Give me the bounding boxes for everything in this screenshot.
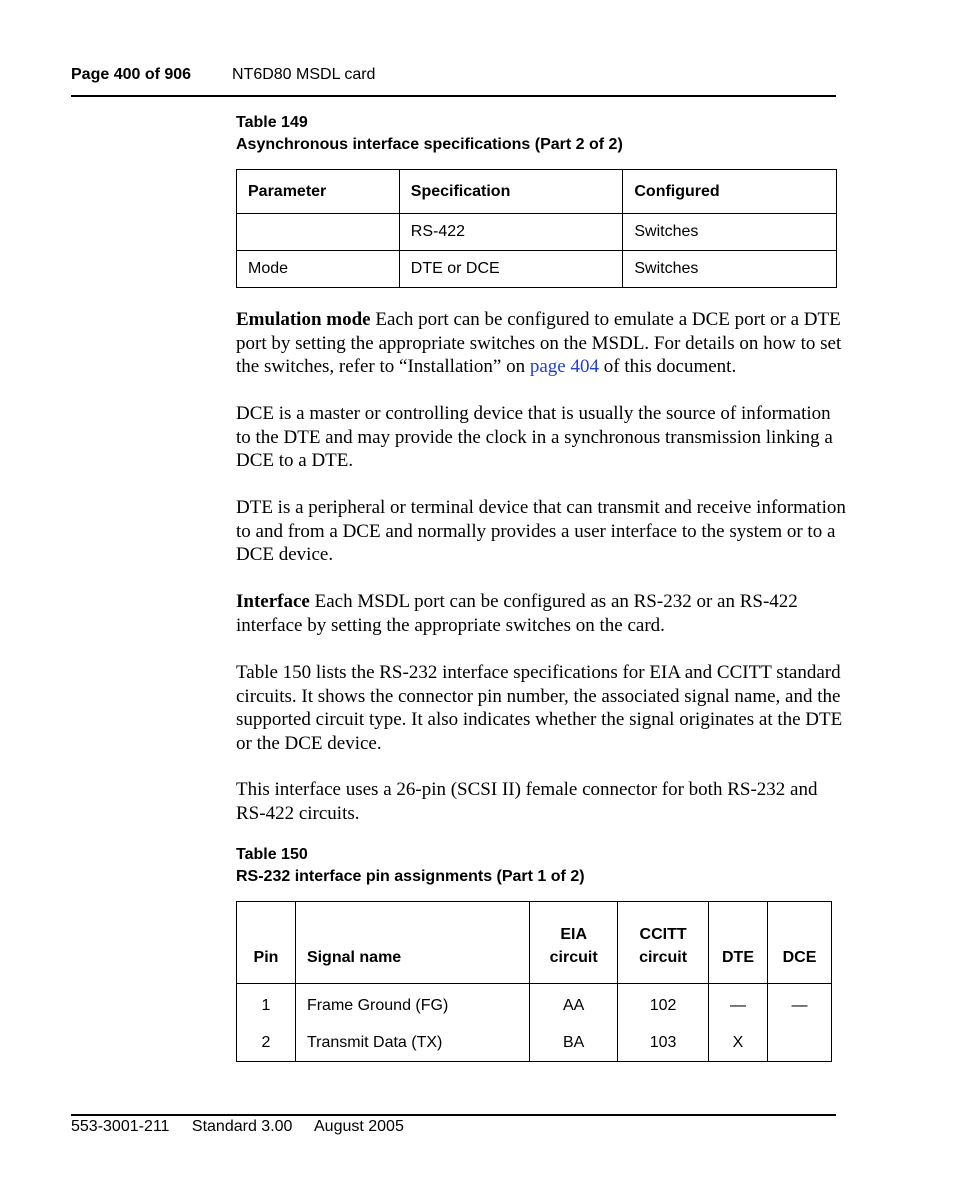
header-line: CCITT xyxy=(639,926,687,943)
connector-paragraph: This interface uses a 26-pin (SCSI II) female connector for both RS-232 and RS-422 circuits. xyxy=(236,779,818,824)
document-standard: Standard 3.00 xyxy=(191,1118,293,1135)
table-cell: DTE or DCE xyxy=(399,251,623,288)
table-150-caption xyxy=(236,844,585,888)
emulation-mode-lead: Emulation mode xyxy=(236,309,371,330)
table-cell xyxy=(237,214,400,251)
table-cell: X xyxy=(709,1024,768,1062)
column-header-ccitt-circuit xyxy=(618,902,709,984)
emulation-mode-text-end: of this document. xyxy=(599,356,737,377)
interface-paragraph xyxy=(236,590,846,637)
table-150-intro-paragraph: Table 150 lists the RS-232 interface specifications for EIA and CCITT standard circuits. It shows the connector pin number, the associated signal name, and the supported circuit type. It also indicates whether the signal originates at the DTE or the DCE device. xyxy=(236,662,843,754)
column-header-parameter: Parameter xyxy=(237,170,400,214)
table-150-number: Table 150 xyxy=(236,846,308,863)
table-cell: Switches xyxy=(623,214,837,251)
column-header-dce: DCE xyxy=(767,902,831,984)
column-header-pin: Pin xyxy=(237,902,296,984)
table-cell: — xyxy=(709,984,768,1025)
column-header-specification: Specification xyxy=(399,170,623,214)
page-404-link[interactable]: page 404 xyxy=(529,356,599,377)
table-cell: — xyxy=(767,984,831,1025)
table-cell: 1 xyxy=(237,984,296,1025)
table-header-row xyxy=(237,902,832,984)
column-header-configured: Configured xyxy=(623,170,837,214)
column-header-dte: DTE xyxy=(709,902,768,984)
footer-rule xyxy=(71,1114,836,1116)
emulation-mode-text: Each port can be configured to emulate a DCE port or a DTE port by setting the appropriate switches on the MSDL. For details on how to set the switches, refer to “Installation” on xyxy=(236,309,842,377)
table-cell: 103 xyxy=(618,1024,709,1062)
table-row xyxy=(237,214,837,251)
table-cell: Mode xyxy=(237,251,400,288)
document-date: August 2005 xyxy=(314,1118,404,1135)
header-line: circuit xyxy=(639,949,688,966)
page-number: Page 400 of 906 xyxy=(71,66,192,83)
table-150 xyxy=(236,901,832,1062)
table-header-row xyxy=(237,170,837,214)
table-149-caption xyxy=(236,112,623,156)
header-line: circuit xyxy=(549,949,598,966)
header-line: EIA xyxy=(560,926,587,943)
table-row xyxy=(237,251,837,288)
table-cell: Frame Ground (FG) xyxy=(295,984,529,1025)
table-149 xyxy=(236,169,837,288)
interface-text: Each MSDL port can be configured as an RS-232 or an RS-422 interface by setting the appropriate switches on the card. xyxy=(236,591,798,636)
table-cell: AA xyxy=(530,984,618,1025)
dce-paragraph: DCE is a master or controlling device that is usually the source of information to the DTE and may provide the clock in a synchronous transmission linking a DCE to a DTE. xyxy=(236,403,833,471)
header-rule xyxy=(71,95,836,97)
table-cell: 2 xyxy=(237,1024,296,1062)
table-cell: RS-422 xyxy=(399,214,623,251)
table-cell: 102 xyxy=(618,984,709,1025)
table-cell xyxy=(767,1024,831,1062)
page-footer xyxy=(71,1118,422,1136)
page-header xyxy=(71,66,376,84)
table-cell: Switches xyxy=(623,251,837,288)
emulation-mode-paragraph xyxy=(236,308,846,379)
interface-lead: Interface xyxy=(236,591,310,612)
document-number: 553-3001-211 xyxy=(71,1118,170,1135)
document-title: NT6D80 MSDL card xyxy=(232,66,376,83)
column-header-signal-name: Signal name xyxy=(295,902,529,984)
table-150-title: RS-232 interface pin assignments (Part 1 of 2) xyxy=(236,868,585,885)
table-149-number: Table 149 xyxy=(236,114,308,131)
table-149-title: Asynchronous interface specifications (Part 2 of 2) xyxy=(236,136,623,153)
dte-paragraph: DTE is a peripheral or terminal device that can transmit and receive information to and from a DCE and normally provides a user interface to the system or to a DCE device. xyxy=(236,497,846,565)
table-row xyxy=(237,1024,832,1062)
column-header-eia-circuit xyxy=(530,902,618,984)
table-row xyxy=(237,984,832,1025)
table-cell: BA xyxy=(530,1024,618,1062)
table-cell: Transmit Data (TX) xyxy=(295,1024,529,1062)
